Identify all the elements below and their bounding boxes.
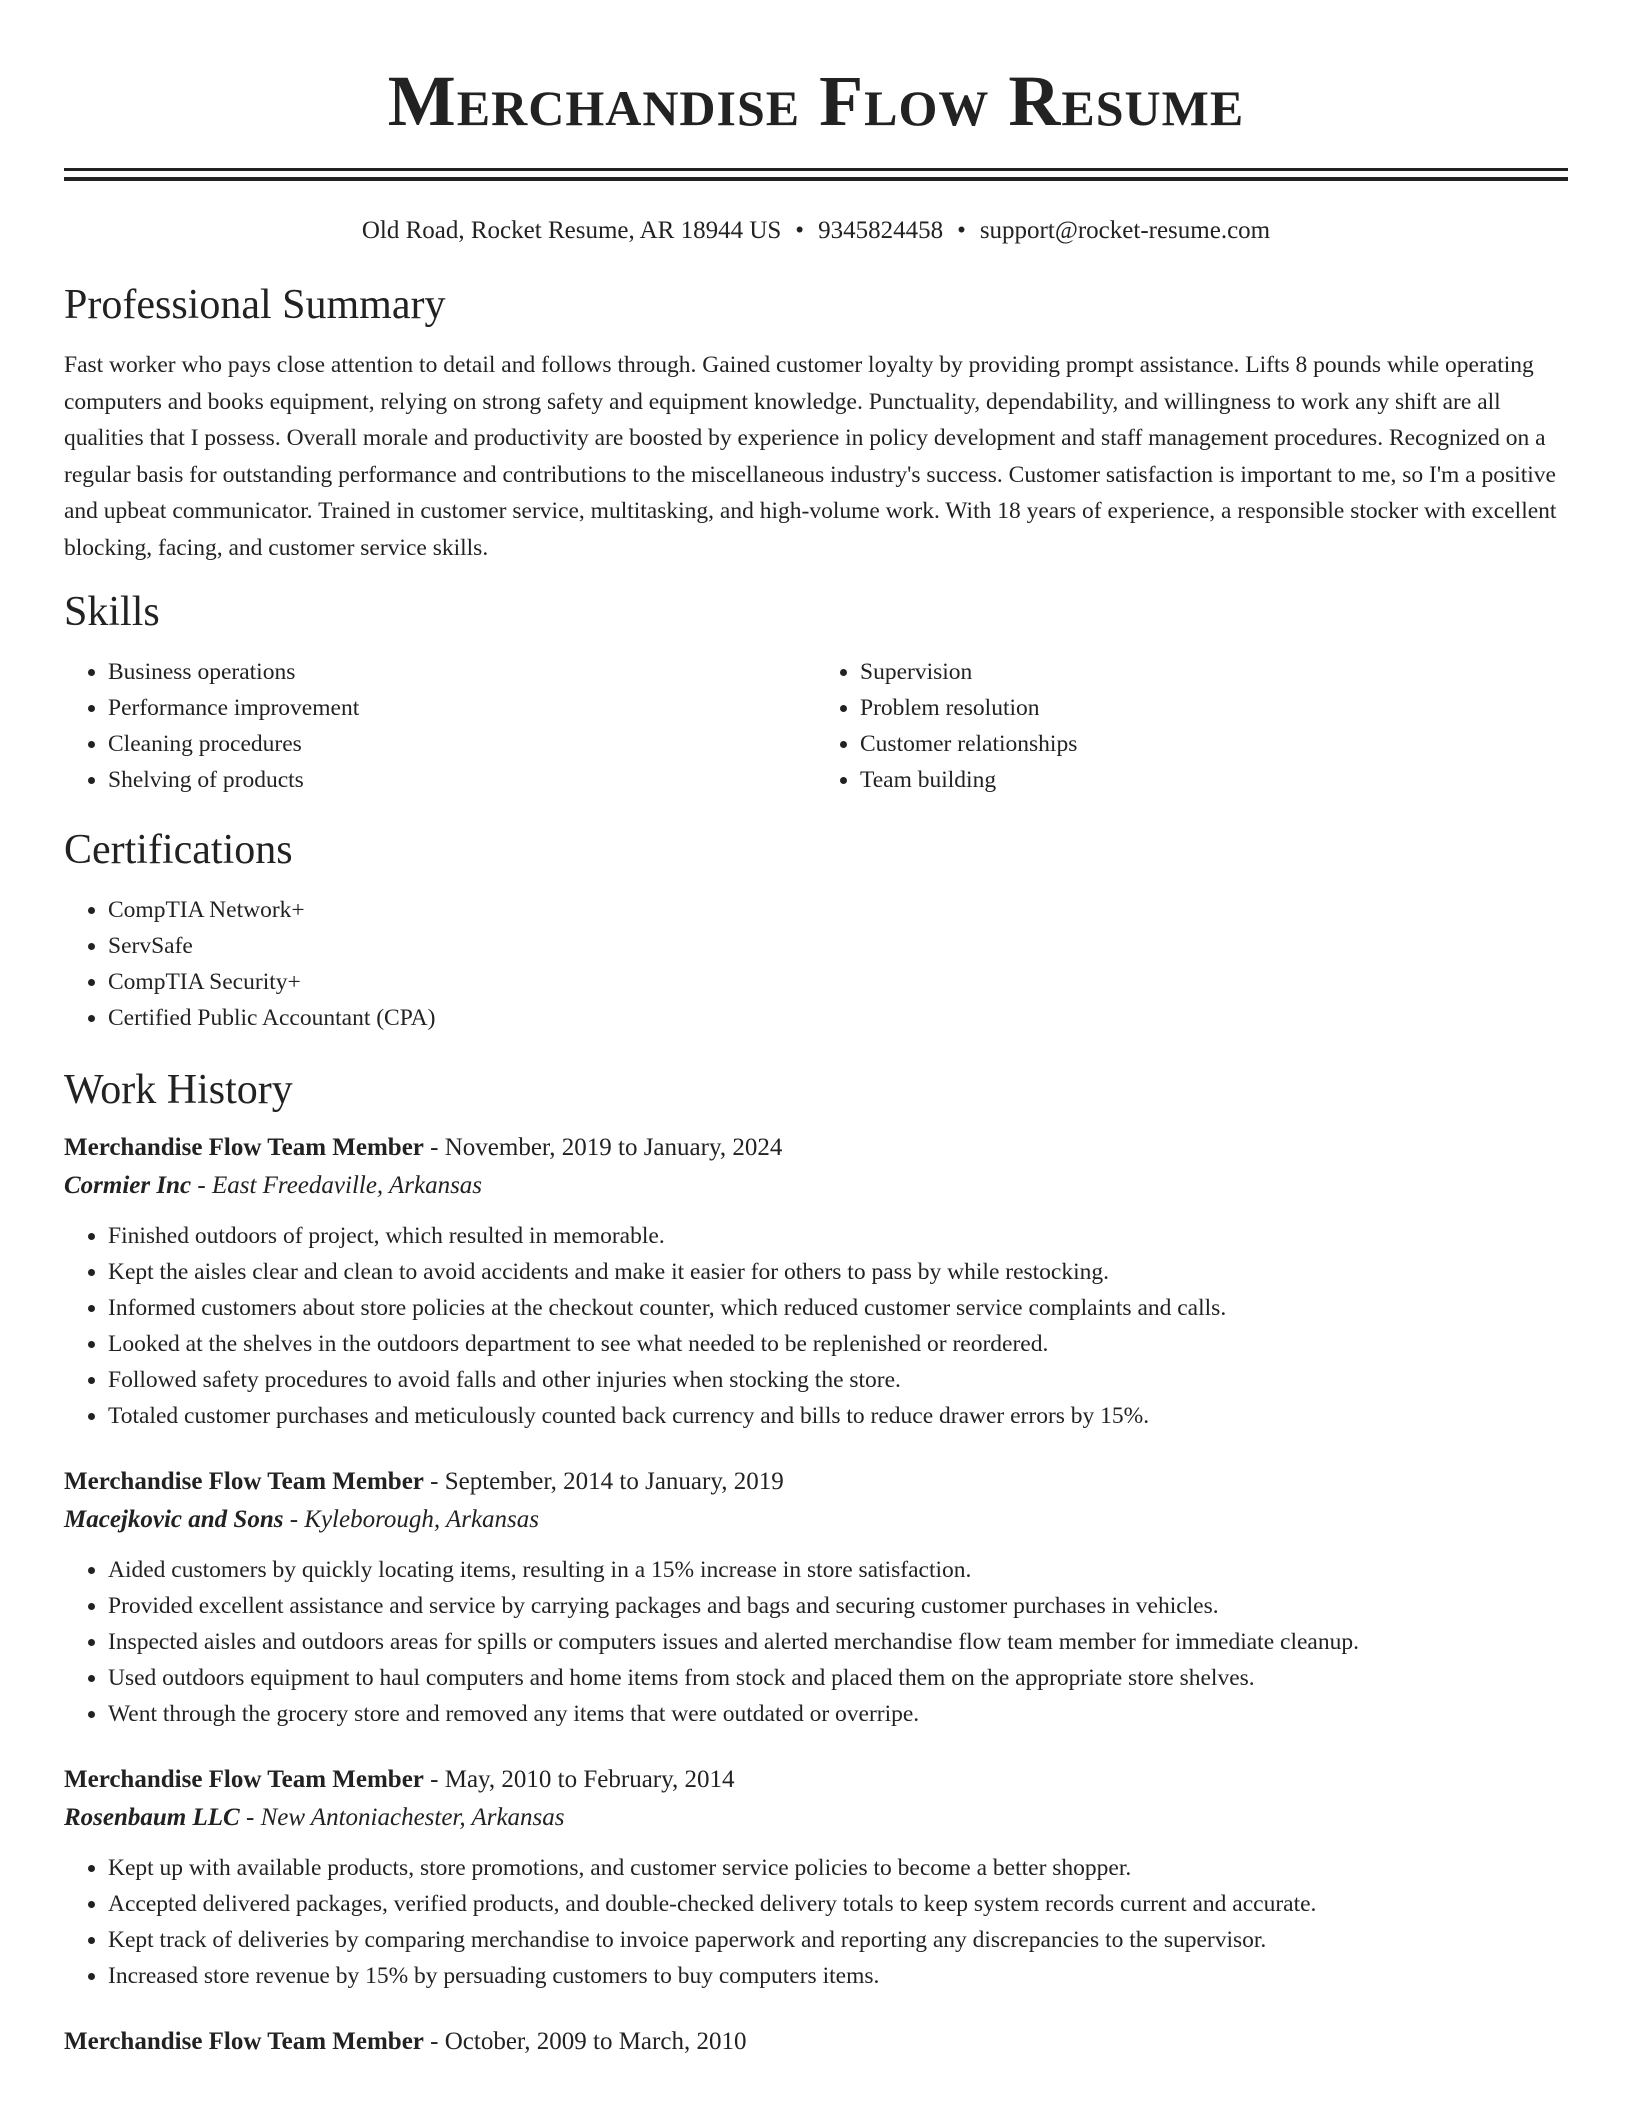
contact-separator: • xyxy=(795,217,805,244)
resume-title: Merchandise Flow Resume xyxy=(387,61,1245,141)
skills-columns xyxy=(64,654,1568,798)
job-bullet: • Kept the aisles clear and clean to avoid accidents and make it easier for others to pass by while restocking. xyxy=(108,1254,1568,1290)
work-history-heading: Work History xyxy=(64,1067,293,1113)
summary-text: Fast worker who pays close attention to detail and follows through. Gained customer loyalty by providing prompt assistance. Lifts 8 pounds while operating computers and books equipment, relying on strong safety and equipment knowledge. Punctuality, dependability, and willingness to work any shift are all qualities that I possess. Overall morale and productivity are boosted by experience in policy development and staff management procedures. Recognized on a regular basis for outstanding performance and contributions to the miscellaneous industry's success. Customer satisfaction is important to me, so I'm a positive and upbeat communicator. Trained in customer service, multitasking, and high-volume work. With 18 years of experience, a responsible stocker with excellent blocking, facing, and customer service skills. xyxy=(64,352,1557,561)
skills-list-right xyxy=(816,654,1568,798)
job-bullets xyxy=(64,1552,1568,1732)
skill-item: • Team building xyxy=(860,762,1568,798)
job-bullet: • Accepted delivered packages, verified products, and double-checked delivery totals to keep system records current and accurate. xyxy=(108,1886,1568,1922)
job-title-line: Merchandise Flow Team Member - November, 2019 to January, 2024 xyxy=(64,1134,783,1161)
job-company: Rosenbaum LLC xyxy=(64,1804,240,1831)
job-dates: November, 2019 to January, 2024 xyxy=(444,1134,783,1161)
job-bullet: • Totaled customer purchases and meticulously counted back currency and bills to reduce drawer errors by 15%. xyxy=(108,1398,1568,1434)
job-entry xyxy=(64,1464,1568,1732)
job-bullet: • Finished outdoors of project, which resulted in memorable. xyxy=(108,1218,1568,1254)
skills-list-left xyxy=(64,654,816,798)
contact-email: support@rocket-resume.com xyxy=(979,217,1271,244)
job-bullet: • Aided customers by quickly locating items, resulting in a 15% increase in store satisfaction. xyxy=(108,1552,1568,1588)
title-divider-thick xyxy=(64,177,1568,181)
job-role: Merchandise Flow Team Member xyxy=(64,1468,424,1495)
skill-item: • Problem resolution xyxy=(860,690,1568,726)
job-title-line: Merchandise Flow Team Member - May, 2010 to February, 2014 xyxy=(64,1766,735,1793)
skill-item: • Customer relationships xyxy=(860,726,1568,762)
job-company-line: Rosenbaum LLC - New Antoniachester, Arkansas xyxy=(64,1804,565,1831)
skill-item: • Performance improvement xyxy=(108,690,816,726)
job-bullet: • Provided excellent assistance and service by carrying packages and bags and securing customer purchases in vehicles. xyxy=(108,1588,1568,1624)
job-bullet: • Informed customers about store policies at the checkout counter, which reduced customer service complaints and calls. xyxy=(108,1290,1568,1326)
job-dates: May, 2010 to February, 2014 xyxy=(444,1766,735,1793)
job-bullet: • Inspected aisles and outdoors areas for spills or computers issues and alerted merchandise flow team member for immediate cleanup. xyxy=(108,1624,1568,1660)
contact-separator: • xyxy=(957,217,966,244)
job-bullets xyxy=(64,1218,1568,1434)
skill-item: • Supervision xyxy=(860,654,1568,690)
job-location: New Antoniachester, Arkansas xyxy=(260,1804,565,1831)
certification-item: • ServSafe xyxy=(108,928,1568,964)
job-bullet: • Increased store revenue by 15% by persuading customers to buy computers items. xyxy=(108,1958,1568,1994)
job-company: Cormier Inc xyxy=(64,1172,192,1199)
skill-item: • Business operations xyxy=(108,654,816,690)
certification-item: • CompTIA Security+ xyxy=(108,964,1568,1000)
job-bullet: • Looked at the shelves in the outdoors department to see what needed to be replenished or reordered. xyxy=(108,1326,1568,1362)
contact-line xyxy=(64,215,1568,247)
contact-phone: 9345824458 xyxy=(818,217,944,244)
title-divider-thin xyxy=(64,168,1568,171)
job-location: East Freedaville, Arkansas xyxy=(211,1172,483,1199)
job-role: Merchandise Flow Team Member xyxy=(64,2028,424,2055)
skills-heading: Skills xyxy=(64,589,160,635)
contact-address: Old Road, Rocket Resume, AR 18944 US xyxy=(361,217,782,244)
certification-item: • Certified Public Accountant (CPA) xyxy=(108,1000,1568,1036)
job-bullet: • Followed safety procedures to avoid falls and other injuries when stocking the store. xyxy=(108,1362,1568,1398)
job-company: Macejkovic and Sons xyxy=(64,1506,284,1533)
job-entry xyxy=(64,2024,1568,2060)
job-company-line: Macejkovic and Sons - Kyleborough, Arkansas xyxy=(64,1506,539,1533)
job-role: Merchandise Flow Team Member xyxy=(64,1766,424,1793)
job-dates: September, 2014 to January, 2019 xyxy=(444,1468,784,1495)
job-title-line: Merchandise Flow Team Member - October, 2009 to March, 2010 xyxy=(64,2028,747,2055)
job-dates: October, 2009 to March, 2010 xyxy=(444,2028,747,2055)
job-bullet: • Went through the grocery store and removed any items that were outdated or overripe. xyxy=(108,1696,1568,1732)
certifications-heading: Certifications xyxy=(64,827,293,873)
summary-heading: Professional Summary xyxy=(64,282,446,328)
job-entry xyxy=(64,1130,1568,1434)
job-company-line: Cormier Inc - East Freedaville, Arkansas xyxy=(64,1172,483,1199)
certifications-list xyxy=(64,892,1568,1036)
job-bullet: • Used outdoors equipment to haul computers and home items from stock and placed them on the appropriate store shelves. xyxy=(108,1660,1568,1696)
job-title-line: Merchandise Flow Team Member - September, 2014 to January, 2019 xyxy=(64,1468,784,1495)
certification-item: • CompTIA Network+ xyxy=(108,892,1568,928)
job-bullet: • Kept track of deliveries by comparing merchandise to invoice paperwork and reporting any discrepancies to the supervisor. xyxy=(108,1922,1568,1958)
resume-content xyxy=(64,0,1568,2060)
skill-item: • Shelving of products xyxy=(108,762,816,798)
job-entry xyxy=(64,1762,1568,1994)
skill-item: • Cleaning procedures xyxy=(108,726,816,762)
job-role: Merchandise Flow Team Member xyxy=(64,1134,424,1161)
job-location: Kyleborough, Arkansas xyxy=(304,1506,539,1533)
job-bullet: • Kept up with available products, store promotions, and customer service policies to become a better shopper. xyxy=(108,1850,1568,1886)
job-bullets xyxy=(64,1850,1568,1994)
